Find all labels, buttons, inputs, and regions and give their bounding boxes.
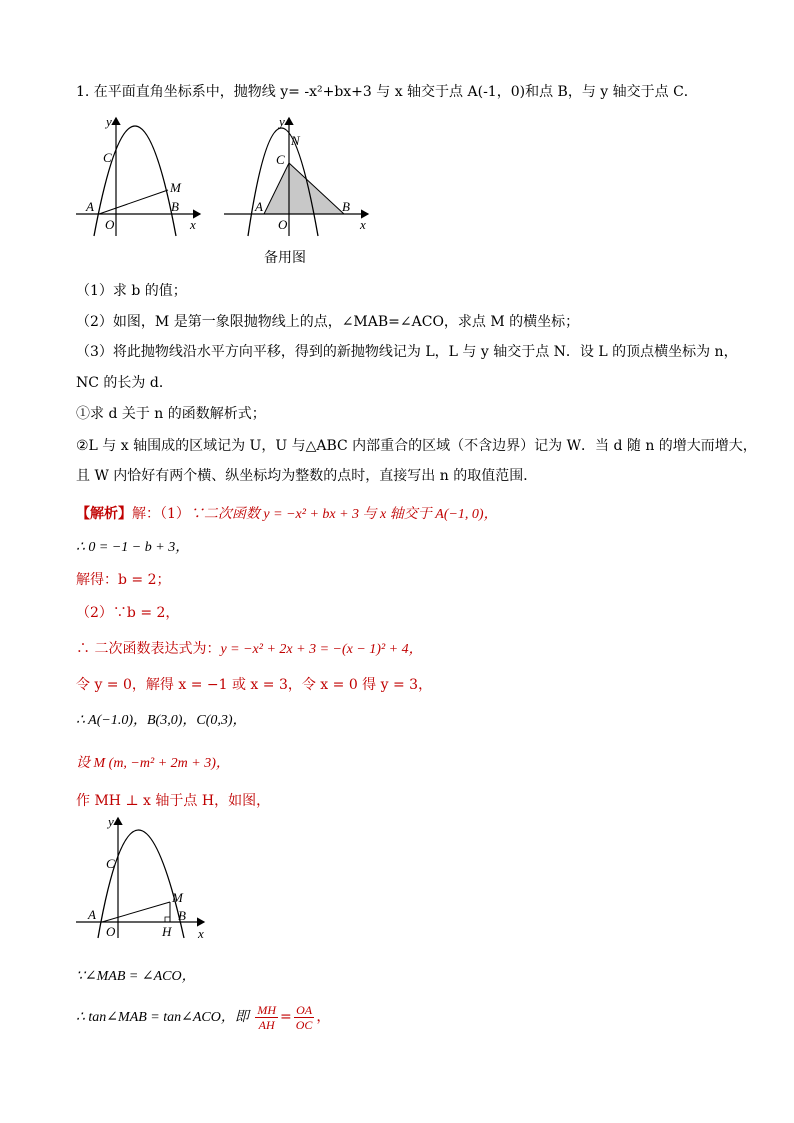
- fraction-oa: OA: [294, 1003, 315, 1018]
- question-3b-line1: ②L 与 x 轴围成的区域记为 U，U 与△ABC 内部重合的区域（不含边界）记为 W．当 d 随 n 的增大而增大，: [76, 438, 757, 454]
- label-x-3: x: [198, 926, 204, 941]
- label-m-3: M: [172, 890, 183, 905]
- question-2: （2）如图，M 是第一象限抛物线上的点，∠MAB=∠ACO，求点 M 的横坐标；: [76, 314, 580, 330]
- segment-am-3: [102, 902, 170, 922]
- label-o-3: O: [106, 924, 116, 939]
- label-a: A: [86, 199, 94, 214]
- label-y: y: [106, 114, 112, 129]
- solution-line-8: 设 M (m, −m² + 2m + 3)，: [76, 756, 230, 771]
- solution-s11-prefix: ∴ tan∠MAB = tan∠ACO，即: [76, 1010, 249, 1025]
- fraction-mh: MH: [257, 1002, 276, 1017]
- fraction-equals: =: [280, 1009, 292, 1025]
- question-3b-line2: 且 W 内恰好有两个横、纵坐标均为整数的点时，直接写出 n 的取值范围．: [76, 468, 538, 484]
- question-3-line2: NC 的长为 d．: [76, 375, 173, 391]
- solution-intro: 解：（1）: [132, 506, 190, 522]
- label-c: C: [103, 150, 112, 165]
- label-y-3: y: [108, 814, 114, 829]
- figure-backup: [220, 112, 380, 242]
- figure-parabola-mh: [72, 814, 212, 942]
- label-n: N: [291, 133, 300, 148]
- label-a-2: A: [255, 199, 263, 214]
- fraction-ah: AH: [258, 1017, 275, 1032]
- label-c-2: C: [276, 152, 285, 167]
- figure-caption: 备用图: [264, 250, 306, 266]
- solution-line-5: [76, 640, 423, 659]
- right-angle-mark: [165, 917, 170, 922]
- solution-line-3: 解得：b = 2；: [76, 572, 171, 588]
- label-b: B: [171, 199, 179, 214]
- question-1: （1）求 b 的值；: [76, 283, 187, 299]
- solution-s1: ∵二次函数 y = −x² + bx + 3 与 x 轴交于 A(−1, 0)，: [189, 507, 498, 522]
- label-h: H: [162, 924, 172, 939]
- label-x: x: [190, 217, 196, 232]
- solution-line-11: [76, 1000, 330, 1035]
- question-3a: ①求 d 关于 n 的函数解析式；: [76, 406, 266, 422]
- solution-line-2: ∴ 0 = −1 − b + 3，: [76, 540, 190, 555]
- solution-line-1: [76, 505, 498, 524]
- solution-line-4: （2）∵b = 2，: [76, 605, 180, 621]
- fraction-oa-oc: [294, 1003, 315, 1032]
- label-o-2: O: [278, 217, 288, 232]
- label-o: O: [105, 217, 115, 232]
- figure-parabola-1: [72, 112, 212, 242]
- solution-line-10: ∵∠MAB = ∠ACO，: [76, 969, 196, 984]
- label-b-2: B: [342, 199, 350, 214]
- label-b-3: B: [178, 908, 186, 923]
- solution-s5-prefix: ∴ 二次函数表达式为：: [76, 641, 221, 657]
- fraction-mh-ah: [255, 1003, 278, 1032]
- solution-tag: 【解析】: [76, 506, 132, 522]
- solution-line-7: ∴ A(−1.0)，B(3,0)，C(0,3)，: [76, 713, 247, 728]
- solution-line-9: 作 MH ⊥ x 轴于点 H，如图，: [76, 793, 271, 809]
- label-y-2: y: [279, 114, 285, 129]
- fraction-oc: OC: [295, 1017, 313, 1032]
- label-c-3: C: [106, 856, 115, 871]
- solution-line-6: 令 y = 0，解得 x = −1 或 x = 3，令 x = 0 得 y = 3，: [76, 677, 433, 693]
- label-x-2: x: [360, 217, 366, 232]
- solution-s11-suffix: ，: [316, 1009, 331, 1025]
- segment-am: [99, 190, 168, 214]
- label-m: M: [170, 180, 181, 195]
- label-a-3: A: [88, 907, 96, 922]
- question-3-line1: （3）将此抛物线沿水平方向平移，得到的新抛物线记为 L，L 与 y 轴交于点 N．设 L 的顶点横坐标为 n，: [76, 344, 738, 360]
- problem-stem: 1. 在平面直角坐标系中，抛物线 y= -x²+bx+3 与 x 轴交于点 A(-1，0)和点 B，与 y 轴交于点 C．: [76, 84, 698, 100]
- solution-s5-math: y = −x² + 2x + 3 = −(x − 1)² + 4，: [220, 642, 423, 657]
